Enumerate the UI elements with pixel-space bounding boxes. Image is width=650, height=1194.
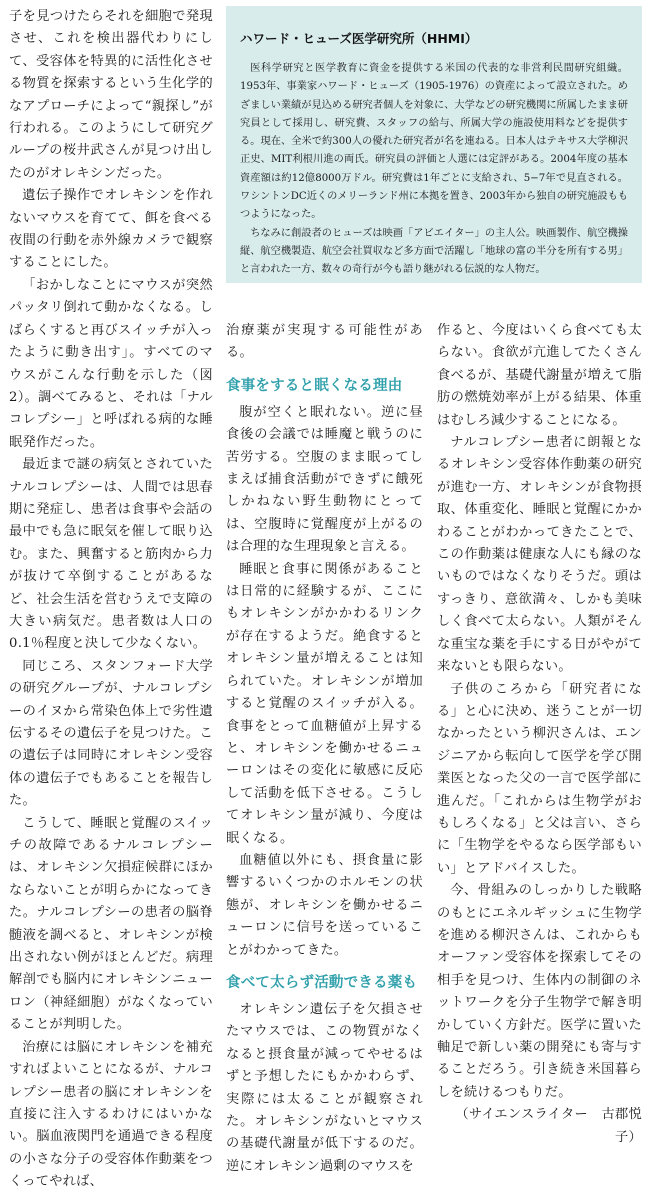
body-paragraph: 「おかしなことにマウスが突然パッタリ倒れて動かなくなる。しばらくすると再びスイッチが入ったように動き出す」。すべてのマウスがこんな行動を示した（図2）。調べてみると、それは「ナルコレプシー」と呼ばれる病的な睡眠発作だった。 — [9, 277, 213, 450]
body-paragraph: 血糖値以外にも、摂食量に影響するいくつかのホルモンの状態が、オレキシンを働かせるニューロンに信号を送っていることがわかってきた。 — [226, 852, 423, 958]
body-paragraph: オレキシン遺伝子を欠損させたマウスでは、この物質がなくなると摂食量が減ってやせるはずと予想したにもかかわらず、実際には太ることが観察された。オレキシンがないとマウスの基礎代謝量が低下するのだ。逆にオレキシン過剰のマウスを — [226, 1001, 423, 1174]
author-byline: （サイエンスライター 古郡悦子） — [455, 1107, 642, 1145]
section-heading: 食事をすると眠くなる理由 — [226, 377, 403, 394]
body-paragraph: 子を見つけたらそれを細胞で発現させ、これを検出器代わりにして、受容体を特異的に活性化させる物質を探索するという生化学的なアプローチによって“親探し”が行われる。このようにして研究グループの桜井武さんが見つけ出したのがオレキシンだった。 — [9, 9, 213, 181]
body-paragraph: 作ると、今度はいくら食べても太らない。食欲が亢進してたくさん食べるが、基礎代謝量が増えて脂肪の燃焼効率が上がる結果、体重はむしろ減少することになる。 — [437, 323, 642, 428]
article-middle-column — [226, 320, 423, 1178]
article-right-column — [437, 320, 642, 1149]
body-paragraph: 治療には脳にオレキシンを補充すればよいことになるが、ナルコレプシー患者の脳にオレキシンを直接に注入するわけにはいかない。脳血液関門を通過できる程度の小さな分子の受容体作動薬をつくってやれば、 — [9, 1039, 213, 1190]
body-paragraph: 遺伝子操作でオレキシンを作れないマウスを育てて、餌を食べる夜間の行動を赤外線カメラで観察することにした。 — [9, 188, 213, 271]
sidebar-paragraph: ちなみに創設者のヒューズは映画「アビエイター」の主人公。映画製作、航空機操縦、航空機製造、航空会社買収など多方面で活躍し「地球の富の半分を所有する男」と言われた一方、数々の奇行が今も語り継がれる伝説的な人物だ。 — [240, 227, 628, 276]
body-paragraph: 治療薬が実現する可能性がある。 — [226, 323, 423, 361]
body-paragraph: 子供のころから「研究者になる」と心に決め、迷うことが一切なかったという柳沢さんは、エンジニアから転向して医学を学び開業医となった父の一言で医学部に進んだ。「これからは生物学がおもしろくなる」と父は言い、さらに「生物学をやるなら医学部もいい」とアドバイスした。 — [437, 681, 642, 876]
body-paragraph: 同じころ、スタンフォード大学の研究グループが、ナルコレプシーのイヌから常染色体上で劣性遺伝するその遺伝子を見つけた。この遺伝子は同時にオレキシン受容体の遺伝子でもあることを報告した。 — [9, 658, 213, 809]
body-paragraph: 最近まで謎の病気とされていたナルコレプシーは、人間では思春期に発症し、患者は食事や会話の最中でも急に眠気を催して眠り込む。また、興奮すると筋肉から力が抜けて卒倒することがあるなど、社会生活を営むうえで支障の大きい病気だ。患者数は人口の0.1％程度と決して少なくない。 — [9, 457, 213, 652]
body-paragraph: ナルコレプシー患者に朗報となるオレキシン受容体作動薬の研究が進む一方、オレキシンが食物摂取、体重変化、睡眠と覚醒にかかわることがわかってきたことで、この作動薬は健康な人にも縁のないものではなくなりそうだ。頭はすっきり、意欲満々、しかも美味しく食べて太らない。人類がそんな重宝な薬を手にする日がやがて来ないとも限らない。 — [437, 435, 642, 675]
sidebar-paragraph: 医科学研究と医学教育に資金を提供する米国の代表的な非営利民間研究組織。1953年、事業家ハワード・ヒューズ（1905-1976）の資産によって設立された。めざましい業績が見込める研究者個人を対象に、大学などの研究機関に所属したまま研究員として採用し、研究費、スタッフの給与、所属大学の施設使用料などを提供する。現在、全米で約300人の優れた研究者が名を連ねる。日本人はテキサス大学柳沢正史、MIT利根川進の両氏。研究員の評価と人選には定評がある。2004年度の基本資産額は約12億8000万ドル。研究費は1年ごとに支給され、5−7年で見直される。ワシントンDC近くのメリーランド州に本拠を置き、2003年から独自の研究施設ももつようになった。 — [240, 63, 628, 221]
body-paragraph: 今、骨組みのしっかりした戦略のもとにエネルギッシュに生物学を進める柳沢さんは、これからもオーファン受容体を探索してその相手を見つけ、生体内の制御のネットワークを分子生物学で解き明かしていく方針だ。医学に置いた軸足で新しい薬の開発にも寄与することだろう。引き続き米国暮らしを続けるつもりだ。 — [437, 883, 642, 1100]
hhmi-sidebar-box — [226, 6, 642, 283]
body-paragraph: 睡眠と食事に関係があることは日常的に経験するが、ここにもオレキシンがかかわるリンクが存在するようだ。絶食するとオレキシン量が増えることは知られていた。オレキシンが増加すると覚醒のスイッチが入る。食事をとって血糖値が上昇すると、オレキシンを働かせるニューロンはその変化に敏感に反応して活動を低下させる。こうしてオレキシン量が減り、今度は眠くなる。 — [226, 561, 423, 846]
body-paragraph: こうして、睡眠と覚醒のスイッチの故障であるナルコレプシーは、オレキシン欠損症候群にほかならないことが明らかになってきた。ナルコレプシーの患者の脳脊髄液を調べると、オレキシンが検出されない例がほとんどだ。病理解剖でも脳内にオレキシンニューロン（神経細胞）がなくなっていることが判明した。 — [9, 815, 213, 1033]
body-paragraph: 腹が空くと眠れない。逆に昼食後の会議では睡魔と戦うのに苦労する。空腹のまま眠ってしまえば捕食活動ができずに餓死しかねない野生動物にとっては、空腹時に覚醒度が上がるのは合理的な生理現象と言える。 — [226, 404, 423, 555]
sidebar-title: ハワード・ヒューズ医学研究所（HHMI） — [240, 31, 478, 46]
section-heading: 食べて太らず活動できる薬も — [226, 974, 418, 991]
article-left-column — [9, 6, 213, 1194]
